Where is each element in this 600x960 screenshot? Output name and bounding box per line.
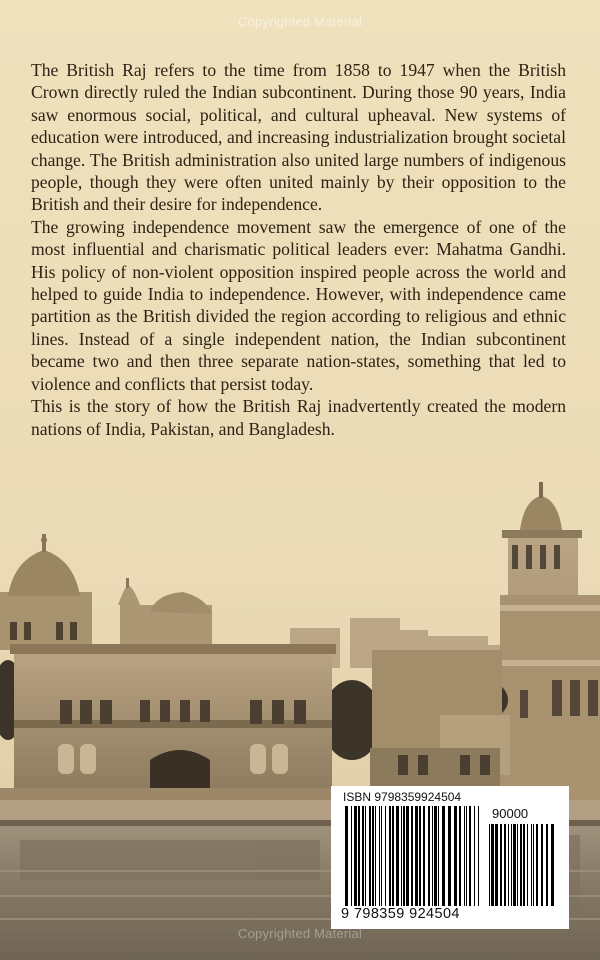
barcode-bar — [423, 806, 425, 906]
addon-barcode — [489, 824, 555, 906]
barcode-bar — [504, 824, 506, 906]
copyright-watermark: Copyrighted Material — [238, 14, 362, 29]
barcode-bar — [351, 806, 352, 906]
barcode-bar — [500, 824, 502, 906]
price-code: 90000 — [492, 806, 529, 821]
barcode-bar — [511, 824, 512, 906]
barcode-bar — [401, 806, 402, 906]
barcode-bar — [434, 806, 437, 906]
barcode-bar — [375, 806, 376, 906]
barcode-bar — [448, 806, 451, 906]
blurb-paragraph: This is the story of how the British Raj inadvertently created the modern nations of India, Pakistan, and Bangladesh. — [31, 396, 566, 439]
barcode-bar — [536, 824, 538, 906]
barcode-bar — [513, 824, 516, 906]
mid-right-buildings — [370, 650, 510, 788]
blurb-paragraph: The British Raj refers to the time from 1858 to 1947 when the British Crown directly ruled the Indian subcontinent. During those 90 years, India saw enormous social, political, and cultural upheaval. New systems of education were introduced, and increasing industrialization brought societal change. The British administration also united large numbers of indigenous people, though they were often united mainly by their opposition to the British and their desire for independence. — [31, 60, 566, 215]
barcode-bar — [469, 806, 471, 906]
barcode-bar — [365, 806, 366, 906]
barcode-bar — [369, 806, 371, 906]
barcode-bar — [362, 806, 364, 906]
barcode-bar — [389, 806, 391, 906]
barcode-bar — [419, 806, 421, 906]
blurb-paragraph: The growing independence movement saw the emergence of one of the most influential and charismatic political leaders ever: Mahatma Gandhi. His policy of non-violent opposition inspired people across the world and helped to guide India to independence. However, with independence came partition as the British divided the region according to religious and ethnic lines. Instead of a single independent nation, the Indian subcontinent became two and then three separate nation-states, something that led to violence and conflicts that persist today. — [31, 216, 566, 394]
barcode-bar — [531, 824, 532, 906]
barcode-bar — [517, 824, 518, 906]
barcode-bar — [438, 806, 439, 906]
barcode-bar — [491, 824, 494, 906]
barcode-bar — [466, 806, 467, 906]
barcode-bar — [442, 806, 445, 906]
isbn-digits: 9 798359 924504 — [341, 906, 460, 922]
barcode-bar — [527, 824, 528, 906]
barcode-bar — [385, 806, 386, 906]
barcode-bar — [454, 806, 457, 906]
barcode-bar — [478, 806, 479, 906]
barcode-bar — [464, 806, 465, 906]
barcode-bar — [411, 806, 413, 906]
barcode-bar — [533, 824, 534, 906]
barcode-bar — [508, 824, 509, 906]
main-barcode — [345, 806, 479, 906]
barcode-bar — [489, 824, 490, 906]
main-pavilion — [0, 644, 340, 812]
barcode-bar — [358, 806, 360, 906]
barcode-bar — [345, 806, 348, 906]
barcode-bar — [381, 806, 382, 906]
barcode-bar — [546, 824, 548, 906]
barcode-bar — [403, 806, 405, 906]
isbn-label: ISBN 9798359924504 — [343, 790, 462, 804]
barcode-bar — [406, 806, 409, 906]
barcode-bar — [354, 806, 357, 906]
barcode-bar — [372, 806, 374, 906]
barcode-bar — [551, 824, 554, 906]
copyright-watermark-bottom: Copyrighted Material — [238, 926, 362, 941]
barcode-bar — [520, 824, 522, 906]
barcode-bar — [541, 824, 543, 906]
barcode-bar — [474, 806, 475, 906]
barcode-bar — [415, 806, 418, 906]
barcode-bar — [392, 806, 394, 906]
barcode-bar — [396, 806, 399, 906]
back-cover-blurb — [31, 59, 566, 440]
barcode-bar — [432, 806, 433, 906]
barcode-bar — [428, 806, 430, 906]
isbn-barcode-box — [331, 786, 569, 929]
barcode-bar — [523, 824, 525, 906]
barcode-bar — [459, 806, 461, 906]
barcode-bar — [495, 824, 498, 906]
barcode-bar — [379, 806, 380, 906]
